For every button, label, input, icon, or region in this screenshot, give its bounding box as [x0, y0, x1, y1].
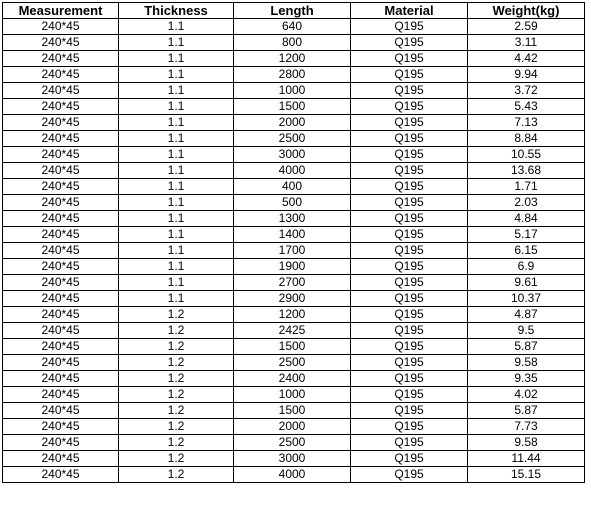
cell-material: Q195 — [351, 195, 468, 211]
table-row — [3, 179, 585, 195]
cell-length: 2900 — [234, 291, 351, 307]
cell-thickness: 1.1 — [119, 51, 234, 67]
cell-length: 2500 — [234, 435, 351, 451]
cell-material: Q195 — [351, 131, 468, 147]
cell-thickness: 1.1 — [119, 147, 234, 163]
cell-thickness: 1.2 — [119, 451, 234, 467]
table-body — [3, 19, 585, 483]
cell-material: Q195 — [351, 243, 468, 259]
header-row — [3, 3, 585, 19]
cell-thickness: 1.1 — [119, 179, 234, 195]
cell-measurement: 240*45 — [3, 403, 119, 419]
cell-length: 2800 — [234, 67, 351, 83]
cell-length: 400 — [234, 179, 351, 195]
table-row — [3, 339, 585, 355]
cell-length: 3000 — [234, 147, 351, 163]
table-row — [3, 243, 585, 259]
cell-length: 500 — [234, 195, 351, 211]
specification-table — [2, 2, 585, 483]
cell-measurement: 240*45 — [3, 339, 119, 355]
cell-measurement: 240*45 — [3, 195, 119, 211]
cell-length: 800 — [234, 35, 351, 51]
cell-thickness: 1.2 — [119, 307, 234, 323]
cell-material: Q195 — [351, 419, 468, 435]
table-row — [3, 371, 585, 387]
table-row — [3, 131, 585, 147]
cell-measurement: 240*45 — [3, 131, 119, 147]
cell-length: 640 — [234, 19, 351, 35]
cell-thickness: 1.1 — [119, 163, 234, 179]
cell-measurement: 240*45 — [3, 19, 119, 35]
cell-material: Q195 — [351, 19, 468, 35]
cell-weight: 9.61 — [468, 275, 585, 291]
cell-length: 1500 — [234, 403, 351, 419]
table-row — [3, 163, 585, 179]
cell-measurement: 240*45 — [3, 67, 119, 83]
cell-weight: 11.44 — [468, 451, 585, 467]
cell-weight: 3.11 — [468, 35, 585, 51]
cell-measurement: 240*45 — [3, 211, 119, 227]
cell-length: 2500 — [234, 131, 351, 147]
cell-weight: 3.72 — [468, 83, 585, 99]
header-measurement: Measurement — [3, 3, 119, 19]
cell-thickness: 1.1 — [119, 35, 234, 51]
cell-thickness: 1.2 — [119, 467, 234, 483]
cell-material: Q195 — [351, 291, 468, 307]
table-row — [3, 291, 585, 307]
cell-measurement: 240*45 — [3, 307, 119, 323]
header-thickness: Thickness — [119, 3, 234, 19]
cell-thickness: 1.1 — [119, 19, 234, 35]
table-row — [3, 435, 585, 451]
cell-length: 2400 — [234, 371, 351, 387]
cell-weight: 5.87 — [468, 339, 585, 355]
cell-weight: 4.02 — [468, 387, 585, 403]
cell-material: Q195 — [351, 211, 468, 227]
cell-thickness: 1.2 — [119, 387, 234, 403]
cell-thickness: 1.2 — [119, 419, 234, 435]
cell-thickness: 1.1 — [119, 67, 234, 83]
cell-material: Q195 — [351, 147, 468, 163]
cell-weight: 15.15 — [468, 467, 585, 483]
cell-thickness: 1.2 — [119, 339, 234, 355]
cell-measurement: 240*45 — [3, 227, 119, 243]
cell-weight: 7.73 — [468, 419, 585, 435]
cell-material: Q195 — [351, 259, 468, 275]
cell-length: 1500 — [234, 99, 351, 115]
table-row — [3, 51, 585, 67]
table-row — [3, 67, 585, 83]
table-row — [3, 259, 585, 275]
cell-weight: 10.55 — [468, 147, 585, 163]
cell-thickness: 1.2 — [119, 355, 234, 371]
cell-thickness: 1.1 — [119, 211, 234, 227]
cell-length: 1200 — [234, 307, 351, 323]
table-row — [3, 19, 585, 35]
cell-measurement: 240*45 — [3, 179, 119, 195]
cell-measurement: 240*45 — [3, 51, 119, 67]
cell-material: Q195 — [351, 83, 468, 99]
cell-weight: 9.35 — [468, 371, 585, 387]
cell-weight: 13.68 — [468, 163, 585, 179]
cell-weight: 1.71 — [468, 179, 585, 195]
cell-length: 3000 — [234, 451, 351, 467]
cell-material: Q195 — [351, 371, 468, 387]
cell-thickness: 1.1 — [119, 99, 234, 115]
cell-weight: 5.17 — [468, 227, 585, 243]
cell-material: Q195 — [351, 435, 468, 451]
cell-length: 1200 — [234, 51, 351, 67]
cell-length: 1500 — [234, 339, 351, 355]
header-length: Length — [234, 3, 351, 19]
table-row — [3, 227, 585, 243]
header-material: Material — [351, 3, 468, 19]
cell-thickness: 1.1 — [119, 195, 234, 211]
cell-weight: 2.03 — [468, 195, 585, 211]
cell-thickness: 1.2 — [119, 371, 234, 387]
cell-material: Q195 — [351, 467, 468, 483]
cell-length: 2425 — [234, 323, 351, 339]
cell-weight: 7.13 — [468, 115, 585, 131]
cell-material: Q195 — [351, 163, 468, 179]
table-row — [3, 115, 585, 131]
cell-thickness: 1.1 — [119, 83, 234, 99]
table-header — [3, 3, 585, 19]
cell-material: Q195 — [351, 355, 468, 371]
cell-length: 1900 — [234, 259, 351, 275]
cell-thickness: 1.1 — [119, 275, 234, 291]
cell-length: 2500 — [234, 355, 351, 371]
cell-measurement: 240*45 — [3, 115, 119, 131]
cell-length: 2000 — [234, 419, 351, 435]
cell-length: 4000 — [234, 467, 351, 483]
table-row — [3, 323, 585, 339]
cell-length: 2700 — [234, 275, 351, 291]
cell-thickness: 1.2 — [119, 435, 234, 451]
cell-measurement: 240*45 — [3, 387, 119, 403]
cell-measurement: 240*45 — [3, 275, 119, 291]
cell-measurement: 240*45 — [3, 243, 119, 259]
cell-thickness: 1.1 — [119, 131, 234, 147]
cell-weight: 4.84 — [468, 211, 585, 227]
header-weight: Weight(kg) — [468, 3, 585, 19]
table-row — [3, 211, 585, 227]
cell-measurement: 240*45 — [3, 259, 119, 275]
cell-thickness: 1.1 — [119, 291, 234, 307]
cell-thickness: 1.1 — [119, 115, 234, 131]
cell-material: Q195 — [351, 403, 468, 419]
cell-material: Q195 — [351, 99, 468, 115]
cell-measurement: 240*45 — [3, 83, 119, 99]
cell-measurement: 240*45 — [3, 99, 119, 115]
cell-material: Q195 — [351, 35, 468, 51]
cell-weight: 5.87 — [468, 403, 585, 419]
table-row — [3, 419, 585, 435]
cell-length: 1000 — [234, 387, 351, 403]
cell-material: Q195 — [351, 307, 468, 323]
table-row — [3, 355, 585, 371]
cell-length: 1300 — [234, 211, 351, 227]
cell-thickness: 1.2 — [119, 403, 234, 419]
cell-weight: 4.42 — [468, 51, 585, 67]
cell-material: Q195 — [351, 115, 468, 131]
cell-measurement: 240*45 — [3, 35, 119, 51]
cell-thickness: 1.1 — [119, 227, 234, 243]
cell-length: 2000 — [234, 115, 351, 131]
cell-material: Q195 — [351, 339, 468, 355]
cell-measurement: 240*45 — [3, 163, 119, 179]
cell-material: Q195 — [351, 275, 468, 291]
table-row — [3, 83, 585, 99]
cell-measurement: 240*45 — [3, 419, 119, 435]
cell-thickness: 1.1 — [119, 243, 234, 259]
cell-weight: 9.58 — [468, 355, 585, 371]
cell-material: Q195 — [351, 51, 468, 67]
cell-length: 1700 — [234, 243, 351, 259]
cell-measurement: 240*45 — [3, 467, 119, 483]
cell-thickness: 1.1 — [119, 259, 234, 275]
cell-length: 4000 — [234, 163, 351, 179]
cell-weight: 8.84 — [468, 131, 585, 147]
cell-material: Q195 — [351, 323, 468, 339]
cell-weight: 2.59 — [468, 19, 585, 35]
cell-measurement: 240*45 — [3, 355, 119, 371]
cell-material: Q195 — [351, 67, 468, 83]
cell-thickness: 1.2 — [119, 323, 234, 339]
cell-material: Q195 — [351, 387, 468, 403]
cell-weight: 6.9 — [468, 259, 585, 275]
table-row — [3, 307, 585, 323]
cell-measurement: 240*45 — [3, 291, 119, 307]
table-row — [3, 403, 585, 419]
cell-material: Q195 — [351, 451, 468, 467]
cell-weight: 9.94 — [468, 67, 585, 83]
table-row — [3, 275, 585, 291]
table-row — [3, 195, 585, 211]
cell-weight: 5.43 — [468, 99, 585, 115]
cell-measurement: 240*45 — [3, 323, 119, 339]
cell-length: 1400 — [234, 227, 351, 243]
cell-measurement: 240*45 — [3, 371, 119, 387]
cell-weight: 9.58 — [468, 435, 585, 451]
table-row — [3, 387, 585, 403]
cell-weight: 10.37 — [468, 291, 585, 307]
cell-material: Q195 — [351, 179, 468, 195]
cell-material: Q195 — [351, 227, 468, 243]
table-row — [3, 451, 585, 467]
cell-measurement: 240*45 — [3, 147, 119, 163]
cell-weight: 9.5 — [468, 323, 585, 339]
table-row — [3, 467, 585, 483]
table-row — [3, 35, 585, 51]
table-row — [3, 99, 585, 115]
cell-length: 1000 — [234, 83, 351, 99]
table-row — [3, 147, 585, 163]
cell-weight: 6.15 — [468, 243, 585, 259]
cell-weight: 4.87 — [468, 307, 585, 323]
cell-measurement: 240*45 — [3, 435, 119, 451]
cell-measurement: 240*45 — [3, 451, 119, 467]
